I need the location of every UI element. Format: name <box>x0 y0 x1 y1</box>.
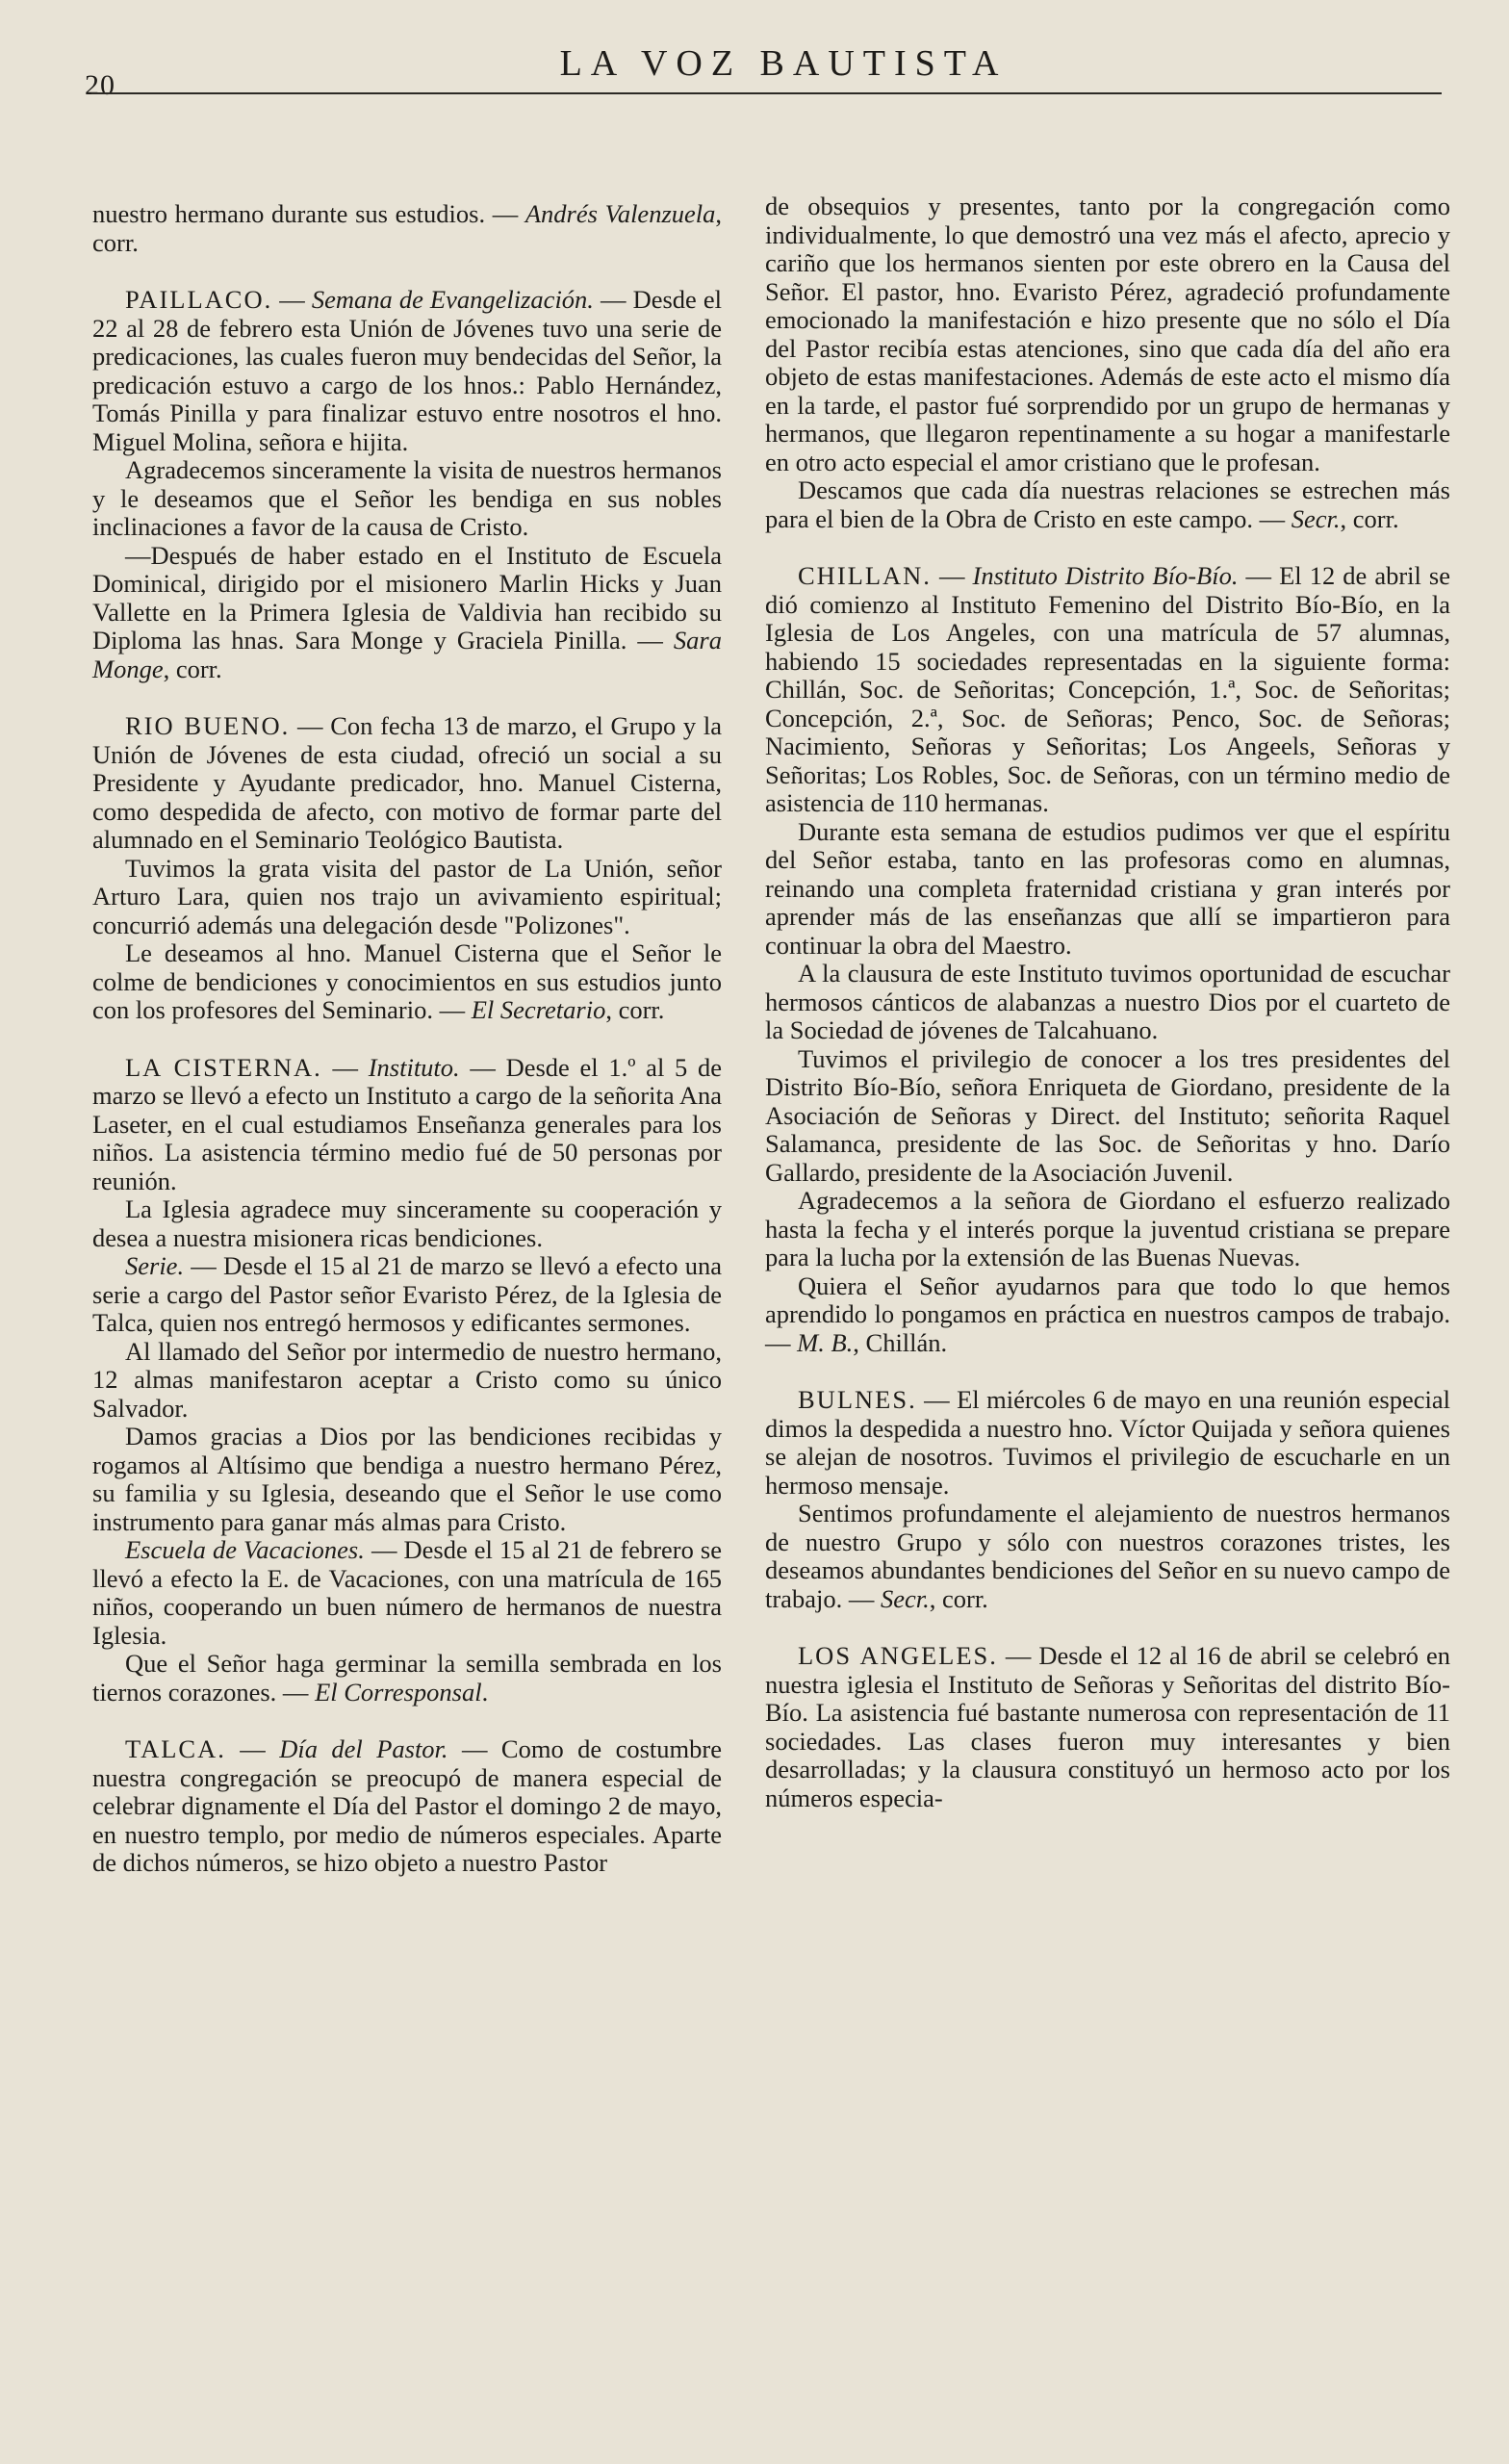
article-los-angeles <box>765 1642 1450 1812</box>
page-number: 20 <box>85 69 115 101</box>
article-title: Día del Pastor. <box>279 1734 448 1763</box>
article-paragraph <box>92 1054 722 1196</box>
magazine-title: LA VOZ BAUTISTA <box>559 43 1008 84</box>
subsection-title: Serie. <box>125 1251 185 1280</box>
article-paragraph <box>92 286 722 456</box>
article-rio-bueno <box>92 712 722 1025</box>
subsection-title: Escuela de Vacaciones. <box>125 1535 365 1564</box>
correspondent-role: , corr. <box>929 1583 988 1613</box>
article-paragraph <box>765 1272 1450 1358</box>
article-paragraph: Tuvimos la grata visita del pastor de La Unión, señor Arturo Lara, quien nos trajo un avivamiento espiritual; concurrió además una delegación desde "Polizones". <box>92 853 722 939</box>
article-place: CHILLAN. <box>798 561 932 590</box>
paragraph-text: Que el Señor haga germinar la semilla sembrada en los tiernos corazones. — <box>92 1649 722 1707</box>
article-place: BULNES. <box>798 1385 917 1414</box>
article-la-cisterna <box>92 1054 722 1707</box>
article-paragraph: Tuvimos el privilegio de conocer a los tres presidentes del Distrito Bío-Bío, señora Enriqueta de Giordano, presidente de la Asociación de Señoras y Direct. del Instituto; señorita Raquel Salamanca, presidente de las Soc. de Señoritas y hno. Darío Gallardo, presidente de la Asociación Juvenil. <box>765 1043 1450 1187</box>
article-talca <box>92 1735 722 1878</box>
paragraph-text: —Después de haber estado en el Instituto de Escuela Dominical, dirigido por el misionero Marlin Hicks y Juan Vallette en la Primera Iglesia de Valdivia han recibido su Diploma las hnas. Sara Monge y Graciela Pinilla. — <box>92 540 722 654</box>
left-column <box>92 200 722 1878</box>
article-paragraph <box>92 542 722 684</box>
article-paragraph <box>765 1386 1450 1500</box>
paragraph-text: Sentimos profundamente el alejamiento de nuestros hermanos de nuestro Grupo y sólo con nuestros corazones tristes, les deseamos abundantes bendiciones del Señor en su nuevo campo de trabajo. — <box>765 1499 1450 1613</box>
paragraph-text: — El miércoles 6 de mayo en una reunión especial dimos la despedida a nuestro hno. Víctor Quijada y señora quienes se alejan de nosotros. Tuvimos el privilegio de escucharle en un hermoso mensaje. <box>765 1385 1450 1500</box>
article-paragraph <box>92 1536 722 1650</box>
article-paragraph: Durante esta semana de estudios pudimos ver que el espíritu del Señor estaba, tanto en las profesoras como en alumnas, reinando una completa fraternidad cristiana y gran interés por aprender más de las enseñanzas que allí se impartieron para continuar la obra del Maestro. <box>765 816 1450 960</box>
header-rule <box>91 92 1442 94</box>
paragraph-text: — Desde el 15 al 21 de marzo se llevó a efecto una serie a cargo del Pastor señor Evaristo Pérez, de la Iglesia de Talca, quien nos entregó hermosos y edificantes sermones. <box>92 1251 722 1337</box>
article-title: Instituto. <box>368 1052 460 1082</box>
correspondent-signature: El Secretario <box>471 995 606 1024</box>
article-place: TALCA. <box>125 1734 226 1763</box>
right-column <box>765 192 1450 1812</box>
article-paragraph: Agradecemos sinceramente la visita de nuestros hermanos y le deseamos que el Señor les bendiga en sus nobles inclinaciones a favor de la causa de Cristo. <box>92 455 722 541</box>
article-continued <box>92 200 722 257</box>
article-place: LOS ANGELES. <box>798 1641 998 1670</box>
article-place: PAILLACO. <box>125 285 273 314</box>
article-title: Semana de Evangelización. <box>311 285 594 314</box>
paragraph-text: — Desde el 12 al 16 de abril se celebró en nuestra iglesia el Instituto de Señoras y Señoritas del distrito Bío-Bío. La asistencia fué bastante numerosa con representación de 11 sociedades. Las clases fueron muy interesantes y bien desarrolladas; y la clausura constituyó un hermoso acto por los números especia- <box>765 1641 1450 1812</box>
paragraph-text: — Desde el 1.º al 5 de marzo se llevó a efecto un Instituto a cargo de la señorita Ana Laseter, en el cual estudiamos Enseñanza generales para los niños. La asistencia término medio fué de 50 personas por reunión. <box>92 1052 722 1195</box>
article-paragraph: La Iglesia agradece muy sinceramente su cooperación y desea a nuestra misionera ricas bendiciones. <box>92 1194 722 1252</box>
article-paragraph <box>92 712 722 855</box>
paragraph-text: — Como de costumbre nuestra congregación se preocupó de manera especial de celebrar dignamente el Día del Pastor el domingo 2 de mayo, en nuestro templo, por medio de números especiales. Aparte de dichos números, se hizo objeto a nuestro Pastor <box>92 1734 722 1877</box>
correspondent-signature: M. B. <box>797 1327 854 1357</box>
correspondent-role: , corr. <box>92 199 723 257</box>
article-paragraph <box>92 939 722 1025</box>
article-paillaco <box>92 286 722 683</box>
article-paragraph: Al llamado del Señor por intermedio de nuestro hermano, 12 almas manifestaron aceptar a Cristo como su único Salvador. <box>92 1336 722 1423</box>
paragraph-text: — Con fecha 13 de marzo, el Grupo y la Unión de Jóvenes de esta ciudad, ofreció un social a su Presidente y Ayudante predicador, hno. Manuel Cisterna, como despedida de afecto, con motivo de formar parte del alumnado en el Seminario Teológico Bautista. <box>92 711 722 854</box>
article-chillan <box>765 562 1450 1357</box>
article-paragraph: A la clausura de este Instituto tuvimos oportunidad de escuchar hermosos cánticos de alabanzas a nuestro Dios por el cuarteto de la Sociedad de jóvenes de Talcahuano. <box>765 959 1450 1044</box>
dash: — <box>321 1052 369 1082</box>
article-paragraph <box>92 1735 722 1878</box>
correspondent-signature: Sara Monge <box>92 626 722 683</box>
paragraph-text: — Desde el 22 al 28 de febrero esta Unión de Jóvenes tuvo una serie de predicaciones, las cuales fueron muy bendecidas del Señor, la predicación estuvo a cargo de los hnos.: Pablo Hernández, Tomás Pinilla y para finalizar estuvo entre nosotros el hno. Miguel Molina, señora e hijita. <box>92 285 723 456</box>
paragraph-text: — Desde el 15 al 21 de febrero se llevó a efecto la E. de Vacaciones, con una matrícula de 165 niños, cooperando un buen número de hermanos de nuestra Iglesia. <box>92 1535 722 1650</box>
article-talca-continued <box>765 192 1450 533</box>
article-paragraph <box>765 476 1450 533</box>
article-paragraph <box>765 1500 1450 1613</box>
dash: — <box>225 1734 280 1763</box>
correspondent-role: . <box>481 1677 489 1707</box>
article-paragraph <box>92 200 722 257</box>
article-paragraph <box>765 562 1450 818</box>
article-place: RIO BUENO. <box>125 711 291 740</box>
article-place: LA CISTERNA. <box>125 1052 322 1082</box>
dash: — <box>272 285 312 314</box>
article-paragraph: Damos gracias a Dios por las bendiciones recibidas y rogamos al Altísimo que bendiga a nuestro hermano Pérez, su familia y su Iglesia, deseando que el Señor le use como instrumento para ganar más almas para Cristo. <box>92 1422 722 1536</box>
correspondent-signature: El Corresponsal <box>315 1677 482 1707</box>
dash: — <box>931 561 973 590</box>
correspondent-role: , corr. <box>163 654 222 683</box>
article-title: Instituto Distrito Bío-Bío. <box>972 561 1239 590</box>
article-paragraph: de obsequios y presentes, tanto por la congregación como individualmente, lo que demostró una vez más el afecto, aprecio y cariño que los hermanos sienten por este obrero en la Causa del Señor. El pastor, hno. Evaristo Pérez, agradeció profundamente emocionado la manifestación e hizo presente que no sólo el Día del Pastor recibía estas atenciones, sino que cada día del año era objeto de estas manifestaciones. Además de este acto el mismo día en la tarde, el pastor fué sorprendido por un grupo de hermanas y hermanos, que llegaron repentinamente a su hogar a manifestarle en otro acto especial el amor cristiano que le profesan. <box>765 192 1450 476</box>
correspondent-role: , Chillán. <box>853 1327 948 1357</box>
correspondent-signature: Andrés Valenzuela <box>524 199 716 228</box>
paragraph-text: Le deseamos al hno. Manuel Cisterna que el Señor le colme de bendiciones y conocimientos en sus estudios junto con los profesores del Seminario. — <box>92 938 722 1024</box>
article-paragraph <box>765 1642 1450 1812</box>
article-paragraph <box>92 1252 722 1338</box>
paragraph-text: nuestro hermano durante sus estudios. — <box>92 199 519 228</box>
paragraph-text: Descamos que cada día nuestras relaciones se estrechen más para el bien de la Obra de Cristo en este campo. — <box>765 475 1450 533</box>
correspondent-signature: Secr. <box>1291 503 1341 533</box>
paragraph-text: — El 12 de abril se dió comienzo al Instituto Femenino del Distrito Bío-Bío, en la Iglesia de Los Angeles, con una matrícula de 57 alumnas, habiendo 15 sociedades representadas en la siguiente forma: Chillán, Soc. de Señoritas; Concepción, 1.ª, Soc. de Señoritas; Concepción, 2.ª, Soc. de Señoras; Penco, Soc. de Señoras; Nacimiento, Señoras y Señoritas; Los Angeels, Señoras y Señoritas; Los Robles, Soc. de Señoras, con un término medio de asistencia de 110 hermanas. <box>765 561 1451 817</box>
correspondent-signature: Secr. <box>880 1583 930 1613</box>
correspondent-role: , corr. <box>1340 503 1399 533</box>
article-paragraph: Agradecemos a la señora de Giordano el esfuerzo realizado hasta la fecha y el interés porque la juventud cristiana se prepare para la lucha por la extensión de las Buenas Nuevas. <box>765 1186 1450 1271</box>
article-bulnes <box>765 1386 1450 1613</box>
paragraph-text: Quiera el Señor ayudarnos para que todo lo que hemos aprendido lo pongamos en práctica en nuestros campos de trabajo. — <box>765 1270 1450 1357</box>
article-paragraph <box>92 1650 722 1707</box>
correspondent-role: , corr. <box>605 995 665 1024</box>
